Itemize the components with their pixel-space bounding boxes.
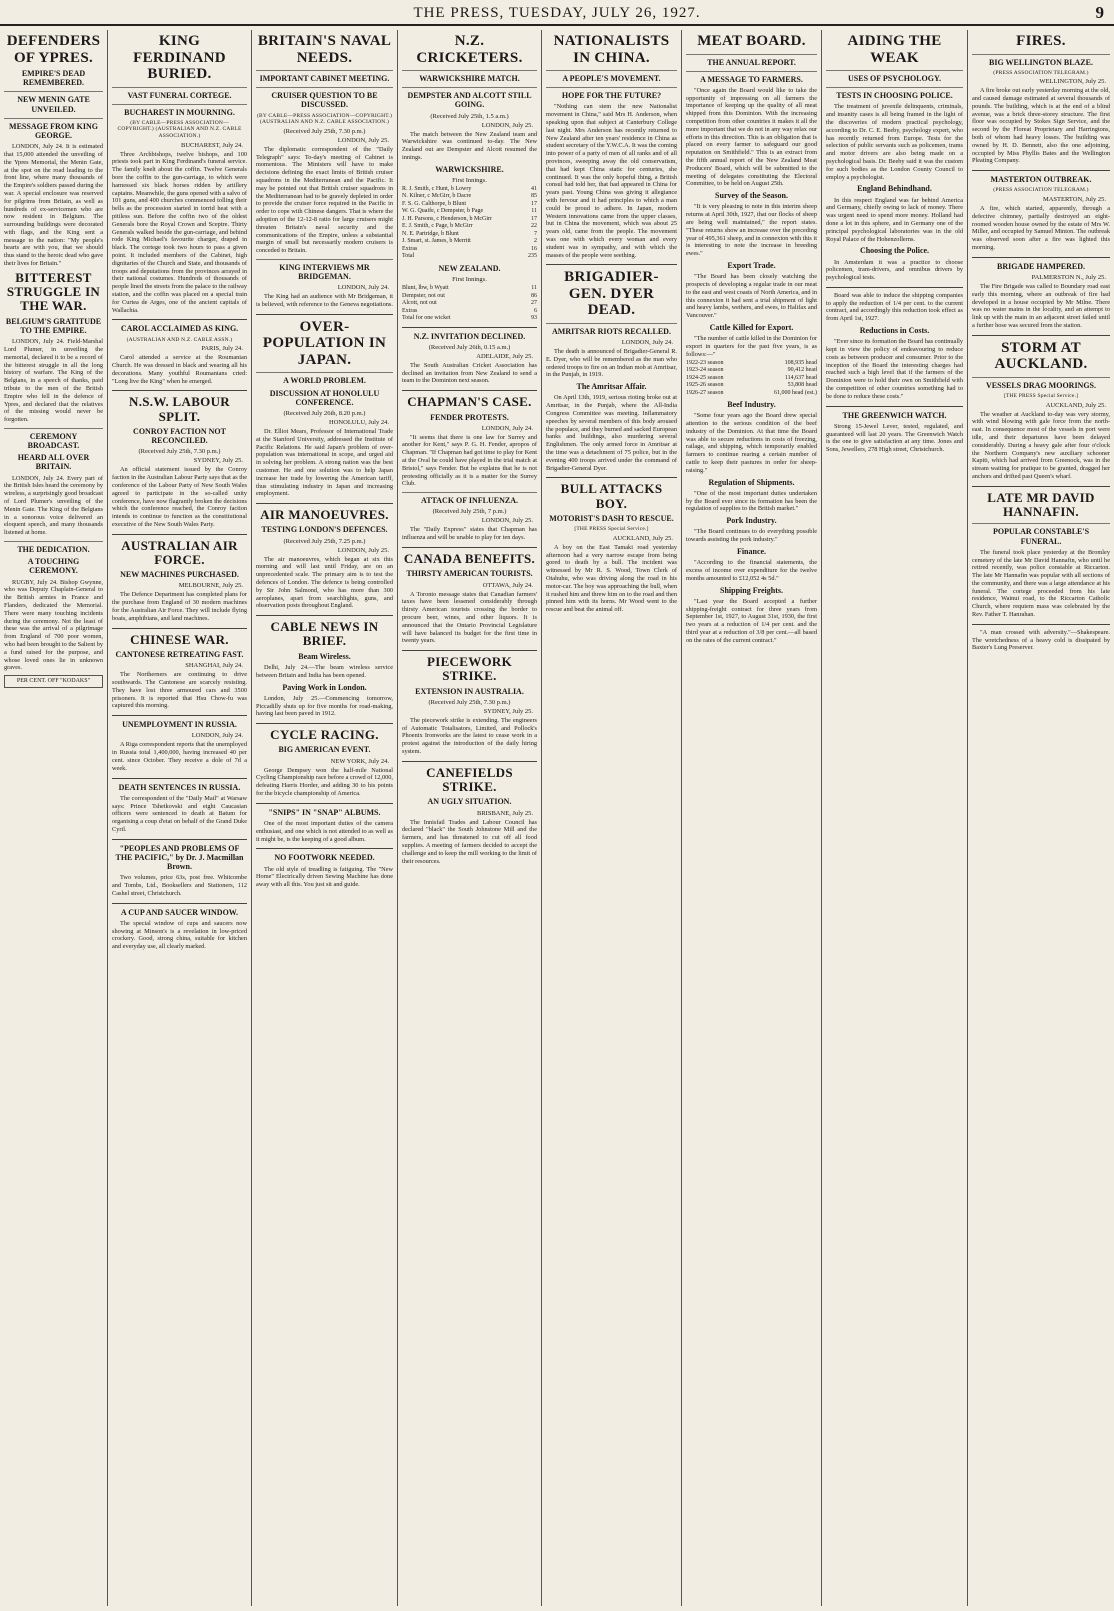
- article-piecework: [402, 655, 537, 762]
- article-subhead: DISCUSSION AT HONOLULU CONFERENCE.: [269, 388, 380, 407]
- scorecard-title: WARWICKSHIRE.: [435, 164, 504, 174]
- article-body: Carol attended a service at the Roumanian Church. He was dressed in black and wearing all his decorations. Many youthful Roumanians cried: "Long live the King" when he emerged.: [112, 354, 247, 385]
- article-brigade-hampered: [972, 262, 1110, 336]
- article-subhead: THE ANNUAL REPORT.: [686, 54, 817, 67]
- article-chapman: [402, 395, 537, 548]
- article-chinese-war: [112, 633, 247, 716]
- column-6: [822, 30, 968, 1606]
- article-over-population: [256, 319, 393, 504]
- article-subhead: Survey of the Season.: [715, 191, 788, 201]
- article-bull-attacks: [546, 482, 677, 619]
- dateline: MASTERTON, July 25.: [1042, 196, 1106, 204]
- table-row: 1926-27 season 61,000 head (est.): [686, 389, 817, 396]
- table-row: 1925-26 season 53,808 head: [686, 382, 817, 389]
- advertisement-heading: THE GREENWICH WATCH.: [842, 410, 947, 420]
- dateline: LONDON, July 25.: [481, 121, 533, 129]
- dateline: LONDON, July 24.: [621, 339, 673, 346]
- article-carol: [112, 324, 247, 391]
- credit-line: (AUSTRALIAN AND N.Z. CABLE ASSN.): [126, 336, 233, 343]
- credit-line: [THE PRESS Special Service.]: [574, 526, 649, 533]
- article-body: "It is very pleasing to note in this interim sheep returns at April 30th, 1927, that our flocks of sheep are being well maintained," the report states. "These returns show an increase over the preceding year of 495,361 sheep, and in connexion with this it is interesting to note the increase in breeding ewes.": [686, 203, 817, 258]
- article-hannafin: [972, 491, 1110, 625]
- article-subhead: WARWICKSHIRE MATCH.: [402, 70, 537, 83]
- advertisement-body: The special window of cups and saucers now showing at Minson's is a revelation in low-priced crockery. Good, strong china, suitable for kitchen and everyday use, all clearly marked.: [112, 919, 247, 951]
- dateline: OTTAWA, July 24.: [482, 581, 533, 589]
- dateline: SHANGHAI, July 24.: [185, 662, 243, 670]
- column-5: [682, 30, 822, 1606]
- advertisement-heading: A CUP AND SAUCER WINDOW.: [120, 907, 239, 917]
- article-body: The King had an audience with Mr Bridgeman, it is believed, with reference to the Geneva negotiations.: [256, 293, 393, 309]
- article-body: The "Daily Express" states that Chapman has influenza and will be unable to play for ten days.: [402, 526, 537, 542]
- article-subhead: DEMPSTER AND ALCOTT STILL GOING.: [402, 87, 537, 109]
- advertisement-body: Two volumes, price 63s, post free. Whitcombe and Tombs, Ltd., Booksellers and Stationers, 112 Cashel street, Christchurch.: [112, 874, 247, 897]
- article-body: The match between the New Zealand team and Warwickshire was continued to-day. The New Zealand out are Dempster and Alcott resumed the innings.: [402, 130, 537, 161]
- article-masterton: [972, 175, 1110, 258]
- article-body: The funeral took place yesterday at the Bromley cemetery of the late Mr David Hannafin, who until he retired recently, was police constable at Riccarton. The late Mr Hannafin was popular with all sections of the community, and there was a large attendance at his funeral. The cortege proceeded from his late residence, Wainui road, to the Riccarton Catholic Church, where requiem mass was celebrated by the Rev. Father T. Hanrahan.: [972, 548, 1110, 619]
- dateline: WELLINGTON, July 25.: [1039, 78, 1106, 86]
- article-storm-auckland: [972, 340, 1110, 487]
- article-subhead: NEW MACHINES PURCHASED.: [120, 570, 239, 580]
- article-subhead: HEARD ALL OVER BRITAIN.: [17, 453, 90, 472]
- article-headline: DEFENDERS OF YPRES.: [6, 33, 101, 66]
- article-body: An official statement issued by the Conroy faction in the Australian Labour Party says that as the conference of the Labour Party of New South Wales agreed to participate in the so-called unity conference, have now flagrantly broken the decisions which the conference reached, the Conroy faction intends to continue to function as the constitutional executive of the New South Wales Party.: [112, 466, 247, 528]
- advertisement-greenwich-watch: [826, 411, 963, 459]
- dateline: LONDON, July 24.: [337, 284, 389, 292]
- score-row: Dempster, not out 86: [402, 292, 537, 299]
- article-nationalists-china: [546, 33, 677, 265]
- article-body: The treatment of juvenile delinquents, criminals, and insanity cases is all being framed in the light of the discoveries of modern practical psychology, according to Dr. C. E. Beeby, psychology expert, who has recently returned from Europe. Tests for the selection of public servants such as policemen, trams and motor drivers are also being made on a psychological basis. Dr. Beeby said it was the custom for such bodies as the London County Council to employ a psychologist.: [826, 103, 963, 181]
- article-subhead: CONROY FACTION NOT RECONCILED.: [133, 426, 226, 446]
- article-subhead: Beam Wireless.: [298, 651, 351, 661]
- article-aiding-weak: [826, 33, 963, 288]
- article-subhead: A MESSAGE TO FARMERS.: [686, 71, 817, 84]
- article-body: A Toronto message states that Canadian farmers' taxes have been lessened considerably through thirsty American tourists crossing the border to procure beer, wines, and other liquors. It is announced that the Ontario Provincial Legislature will have balanced its budget for the first time in twenty years.: [402, 590, 537, 645]
- article-headline: AIR MANOEUVRES.: [260, 507, 389, 523]
- credit-line: (BY CABLE—PRESS ASSOCIATION—COPYRIGHT.) (AUSTRALIAN AND N.Z. CABLE ASSOCIATION.): [117, 119, 242, 140]
- article-subhead: CRUISER QUESTION TO BE DISCUSSED.: [256, 87, 393, 109]
- article-body: The Defence Department has completed plans for the purchase from England of 30 modern machines for the Australian Air Force. They will include flying boats, amphibians, and land machines.: [112, 591, 247, 622]
- cattle-table: [686, 360, 817, 398]
- score-row: R. J. Smith, c Hunt, b Lowry 41: [402, 185, 537, 192]
- score-row: Blunt, lbw, b Wyatt 11: [402, 285, 537, 292]
- article-subhead: AMRITSAR RIOTS RECALLED.: [546, 323, 677, 336]
- score-row: J. Smart, st. James, b Merritt 2: [402, 238, 537, 245]
- dateline: PARIS, July 24.: [201, 345, 243, 353]
- article-ypres: [4, 33, 103, 695]
- article-body: The diplomatic correspondent of the "Daily Telegraph" says: To-day's meeting of Cabinet is momentous. The Ministers will have to make decisions defining the exact limits of British cruiser squadrons in the Mediterranean and the Pacific. It may be pointed out that British cruiser squadrons in the Mediterranean had to be gravely depleted in order to provide the cruiser force required in the Pacific in order to cope with Chinese dangers. That is where the adoption of the 12-12-8 ratio for large cruisers might threaten Britain's naval security and the communications of the Empire, unless a substantial margin of small but necessarily modern cruisers is conceded to Britain.: [256, 145, 393, 255]
- article-subhead: A TOUCHING CEREMONY.: [27, 557, 80, 576]
- article-body: A boy on the East Tamaki road yesterday afternoon had a very narrow escape from being gored to death by a bull. The incident was witnessed by Mr R. S. Wood, Town Clerk of Otahuhu, who was driving along the road in his motor-car. The boy was approaching the bull, when it rushed him and threw him on to the road and then pinned him with its horns. Mr Wood went to the rescue and beat the animal off.: [546, 543, 677, 614]
- article-body: A Riga correspondent reports that the unemployed in Russia total 1,400,000, having increased 40 per cent. since October. They receive a dole of 7d a week.: [112, 741, 247, 772]
- dateline: LONDON, July 25.: [337, 136, 389, 144]
- article-subhead: BUCHAREST IN MOURNING.: [112, 104, 247, 117]
- dateline: AUCKLAND, July 25.: [612, 534, 673, 542]
- article-headline: BRITAIN'S NAVAL NEEDS.: [257, 33, 392, 66]
- article-subhead: Export Trade.: [727, 261, 776, 270]
- received-line: (Received July 25th, 7.30 p.m.): [138, 448, 221, 456]
- article-body: LONDON, July 24. It is estimated that 15,000 attended the unveiling of the Ypres Memorial, the Menin Gate, at the spot on the road leading to the front line, where many thousands of the Empire's soldiers passed during the war. A special enclosure was reserved for pilgrims from Britain, as well as hundreds of ex-servicemen who are now resident in Belgium. The surrounding buildings were decorated with flags, and the King sent a message to the nation: "My people's hearts are with you, that we should thus stand to the heroic dead who gave their lives for Britain.": [4, 143, 103, 268]
- article-subhead: TESTING LONDON'S DEFENCES.: [261, 525, 388, 535]
- article-subhead: BELGIUM'S GRATITUDE TO THE EMPIRE.: [5, 316, 102, 335]
- credit-line: (BY CABLE—PRESS ASSOCIATION—COPYRIGHT.) (AUSTRALIAN AND N.Z. CABLE ASSOCIATION.): [256, 112, 393, 126]
- article-body: The Northerners are continuing to drive southwards. The Cantonese are scarcely resisting. They have lost three armoured cars and 3500 prisoners. It is reported that Hsu Chow-fu was captured this morning.: [112, 671, 247, 710]
- column-4: [542, 30, 682, 1606]
- article-body: The South Australian Cricket Association has declined an invitation from New Zealand to send a team to the Dominion next season.: [402, 361, 537, 385]
- article-headline: AUSTRALIAN AIR FORCE.: [121, 537, 238, 567]
- article-body: Dr. Elliot Mears, Professor of International Trade at the Stanford University, addressed the Institute of Pacific Relations. He said Japan's problem of over-population was international in scope, and urged aid in solving her problem. A strong nation was the best customer. He and one solution was to help Japan increase her trade by lowering the American tariff, thus stimulating industry in Japan and increasing employment.: [256, 427, 393, 498]
- article-headline: BITTEREST STRUGGLE IN THE WAR.: [6, 269, 101, 314]
- article-headline: N.S.W. LABOUR SPLIT.: [129, 394, 230, 424]
- article-body: A fire broke out early yesterday morning at the old, and caused damage estimated at several thousands of pounds. The building, which is at the end of a blind avenue, was a brick three-storey structure. The first floor was occupied by Stokes Sign Service, and the second by the Floreat Proprietary and Harringtons, both of whom had heavy losses. The building was owned by H. D. Bennett, also the one adjoining, occupied by Miss Phyllis Bates and the Wellington Pleating Company.: [972, 87, 1110, 165]
- advertisement-cup-saucer: [112, 908, 247, 956]
- article-body: "Some four years ago the Board drew special attention to the serious condition of the beef industry of the Dominion. At that time the Board was able to secure reductions in costs of freezing, railage, and shipping, which temporarily enabled farmers to continue rearing a certain number of cattle to keep their pastures in order for sheep-raising.": [686, 412, 817, 474]
- score-row: E. J. Smith, c Page, b McGirr 22: [402, 223, 537, 230]
- article-subhead: ATTACK OF INFLUENZA.: [402, 492, 537, 505]
- article-subhead: Paving Work in London.: [282, 682, 367, 692]
- dateline: PALMERSTON N., July 25.: [1031, 274, 1106, 281]
- article-body: The Innisfail Trades and Labour Council has declared "black" the South Johnstone Mill and the farmers, and has threatened to cut off all food supplies. A meeting of farmers decided to accept the challenge and to keep the mill working to the limit of their resources.: [402, 818, 537, 865]
- column-0: [0, 30, 108, 1606]
- article-naval-needs: [256, 33, 393, 315]
- dateline: LONDON, July 24.: [191, 732, 243, 740]
- article-subhead: FENDER PROTESTS.: [430, 412, 509, 422]
- article-subhead: Pork Industry.: [726, 516, 777, 526]
- article-subhead: POPULAR CONSTABLE'S FUNERAL.: [972, 523, 1110, 545]
- scorecard-subtitle: First Innings.: [452, 276, 487, 284]
- article-body: RUGBY, July 24. Bishop Gwynne, who was Deputy Chaplain-General to the British armies in France and Flanders, dedicated the Memorial. There were many touching incidents during the ceremony. Not the least of these was the arrival of a pilgrimage from England of 700 poor women, who had been brought to the Salient by a fund raised for the purpose, and whose loved ones lie in unknown graves.: [4, 578, 103, 672]
- advertisement-body: One of the most important duties of the camera enthusiast, and one which is not attended to as well as it might be, is the keeping of a good album.: [256, 819, 393, 843]
- article-body: "Last year the Board accepted a further shipping-freight contract for three years from September 1st, 1927, to August 31st, 1930, the first two years at a reduction of 1/4 per cent. and the third year at a reduction of 3/8 per cent.—all based on the rates of the current contract.": [686, 597, 817, 644]
- article-subhead: Reductions in Costs.: [859, 326, 930, 336]
- score-row: F. S. G. Calthorpe, b Blunt 17: [402, 200, 537, 207]
- article-death-sentences: [112, 783, 247, 840]
- article-subhead: MOTORIST'S DASH TO RESCUE.: [549, 513, 674, 523]
- advertisement-snips: [256, 808, 393, 850]
- dateline: LONDON, July 25.: [337, 546, 389, 554]
- article-headline: MEAT BOARD.: [697, 33, 806, 49]
- article-subhead: EMPIRE'S DEAD REMEMBERED.: [21, 69, 86, 88]
- article-body: "The Board has been closely watching the prospects of developing a regular trade in our meat to the east and west coasts of North America, and in this connexion it had sent a trial shipment of light and heavy lambs, wethers, and ewes, to Halifax and Vancouver.": [686, 273, 817, 320]
- dateline: SYDNEY, July 25.: [193, 457, 243, 465]
- article-subhead: UNEMPLOYMENT IN RUSSIA.: [122, 720, 237, 730]
- advertisement-lung-preserver: [972, 629, 1110, 657]
- dateline: ADELAIDE, July 25.: [476, 352, 533, 360]
- advertisement-heading: "PEOPLES AND PROBLEMS OF THE PACIFIC," by Dr. J. Macmillan Brown.: [115, 843, 244, 872]
- article-headline: BRIGADIER-GEN. DYER DEAD.: [564, 269, 659, 319]
- article-body: London, July 25.—Commencing tomorrow, Piccadilly shuts up for five months for road-making, having last been paved in 1912.: [256, 694, 393, 718]
- article-body: A fire, which started, apparently, through a defective chimney, partially destroyed an eight-roomed wooden house owned by the estate of Mrs W. Miller, and occupied by Samuel Minton. The outbreak was observed soon after a fire was lighted this morning.: [972, 205, 1110, 252]
- article-subhead: EXTENSION IN AUSTRALIA.: [415, 686, 524, 696]
- page-number: 9: [1095, 3, 1104, 22]
- score-row: N. Kilner, c McGirr, b Dacre 85: [402, 193, 537, 200]
- article-nz-invitation: [402, 332, 537, 392]
- advertisement-sewing: [256, 853, 393, 894]
- article-subhead: USES OF PSYCHOLOGY.: [826, 70, 963, 83]
- received-line: (Received July 26th, 8.20 p.m.): [283, 409, 366, 417]
- article-body: The correspondent of the "Daily Mail" at Warsaw says: Prince Tshetkovski and eight Caucasian officers were sentenced to death at Batum for organising a coup d'etat on behalf of the Grand Duke Cyril.: [112, 794, 247, 833]
- article-meat-board-continued: [826, 292, 963, 407]
- article-canada: [402, 552, 537, 651]
- article-subhead: NEW MENIN GATE UNVEILED.: [4, 91, 103, 113]
- dateline: BUCHAREST, July 24.: [181, 141, 243, 149]
- received-line: (Received July 25th, 7.30 p.m.): [428, 698, 511, 706]
- received-line: (Received July 25th, 1.5 a.m.): [430, 112, 509, 120]
- article-headline: CABLE NEWS IN BRIEF.: [270, 619, 379, 649]
- article-headline: OVER-POPULATION IN JAPAN.: [262, 318, 387, 368]
- article-body: "According to the financial statements, the excess of income over expenditure for the twelve months amounted to £12,052 4s 5d.": [686, 559, 817, 582]
- article-body: LONDON, July 24. Field-Marshal Lord Plumer, in unveiling the memorial, declared it to be a record of the bitterest struggle in all the long history of warfare. The King of the Belgians, in a speech of thanks, paid tribute to the men of the British Empire who fell in the defence of Ypres, and declared that the relatives of the missing would never be forgotten.: [4, 338, 103, 424]
- article-subhead: CEREMONY BROADCAST.: [4, 428, 103, 450]
- column-1: [108, 30, 252, 1606]
- article-body: The piecework strike is extending. The engineers of Automatic Totalisators, Limited, and Pollock's Phoenix Ironworks are the latest to cease work in a protest against the introduction of the daily hiring system.: [402, 716, 537, 756]
- article-body: "Once again the Board would like to take the opportunity of impressing on all farmers the importance of keeping up the quality of all meat shipped from this Dominion. With the increasing competition from other countries it makes it all the more important that we do not in any way relax our efforts in this direction. This is an obligation that is placed on every farmer to safeguard our good reputation on Smithfield." This is an extract from the fifth annual report of the New Zealand Meat Producers' Board, which will be submitted to the meeting of delegates constituting the Electoral Committee, to be held on August 25th.: [686, 86, 817, 188]
- article-headline: BULL ATTACKS BOY.: [560, 481, 663, 511]
- article-subhead: BIG AMERICAN EVENT.: [278, 745, 371, 755]
- masthead: [0, 0, 1114, 26]
- score-row: J. H. Parsons, c Henderson, b McGirr 17: [402, 215, 537, 222]
- credit-line: (PRESS ASSOCIATION TELEGRAM.): [993, 187, 1089, 194]
- article-headline: CHAPMAN'S CASE.: [407, 394, 532, 410]
- dateline: LONDON, July 24.: [481, 424, 533, 432]
- score-row: N. E. Partridge, b Blunt 7: [402, 230, 537, 237]
- article-dyer-dead: [546, 269, 677, 478]
- article-nz-cricketers: [402, 33, 537, 328]
- dateline: AUCKLAND, July 25.: [1045, 401, 1106, 409]
- article-subhead: MESSAGE FROM KING GEORGE.: [4, 118, 103, 140]
- dateline: BRISBANE, July 25.: [477, 809, 533, 817]
- article-body: In Amsterdam it was a practice to choose policemen, tram-drivers, and omnibus drivers by psychological tests.: [826, 258, 963, 282]
- scorecard-new-zealand: [402, 285, 537, 323]
- table-row: 1923-24 season 90,412 head: [686, 367, 817, 374]
- score-row: Alcott, not out 27: [402, 300, 537, 307]
- advertisement-body: Strong 15-Jewel Lever, tested, regulated, and guaranteed will last 20 years. The Greenwich Watch is the one to give satisfaction at any time. Jones and Sons, Jewellers, 278 High street, Christchurch.: [826, 422, 963, 454]
- article-headline: CANEFIELDS STRIKE.: [426, 764, 513, 795]
- article-subhead: Cattle Killed for Export.: [709, 322, 794, 332]
- article-headline: STORM AT AUCKLAND.: [994, 339, 1088, 373]
- article-body: The weather at Auckland to-day was very stormy, with wind blowing with gale force from the north-east. In consequence most of the vessels in port were idle, and their departures have been delayed considerably. During a heavy gale after four o'clock the Northern Company's new auxiliary schooner Kapiti, which had arrived from Greenock, was in the stream waiting for pratique to be granted, dragged her anchors and drifted past Queen's wharf.: [972, 410, 1110, 480]
- column-7: [968, 30, 1114, 1606]
- article-subhead: AN UGLY SITUATION.: [427, 797, 512, 807]
- article-body: "Ever since its formation the Board has continually kept in view the policy of endeavouring to reduce costs as between producer and consumer. Prior to the inception of the Board the interesting charges had reached such a high level that if the farmers of the Dominion were to hold their own on Smithfield with the competition of other countries something had to be done to reduce these costs.": [826, 338, 964, 400]
- article-body: Delhi, July 24.—The beam wireless service between Britain and India has been opened.: [256, 663, 393, 679]
- scorecard-subtitle: First Innings.: [452, 176, 487, 184]
- received-line: (Received July 25th, 7.25 p.m.): [283, 537, 366, 545]
- newspaper-title: THE PRESS, TUESDAY, JULY 26, 1927.: [413, 5, 701, 21]
- credit-line: (PRESS ASSOCIATION TELEGRAM.): [993, 69, 1089, 76]
- article-headline: KING FERDINAND BURIED.: [133, 33, 226, 82]
- columns: [0, 30, 1114, 1606]
- dateline: MELBOURNE, July 25.: [178, 582, 243, 590]
- dateline: NEW YORK, July 24.: [330, 757, 389, 765]
- table-row: 1922-23 season 108,935 head: [686, 359, 817, 366]
- scorecard-title: NEW ZEALAND.: [438, 263, 501, 273]
- article-body: In this respect England was far behind America and Germany, chiefly owing to lack of money. There was urgent need to spend more money. Holland had done a lot in this sphere, and in Germany one of the principal psychological laboratories was in the old Royal Palace of the Hohenzollerns.: [826, 196, 963, 243]
- article-subhead: DEATH SENTENCES IN RUSSIA.: [118, 782, 241, 792]
- advertisement: PER CENT. OFF "KODAKS": [4, 675, 103, 688]
- article-meat-board: [686, 33, 817, 650]
- article-subhead: VAST FUNERAL CORTEGE.: [112, 87, 247, 100]
- article-cable-news: [256, 620, 393, 724]
- article-body: "Nothing can stem the new Nationalist movement in China," said Mrs H. Anderson, when speaking upon that subject at Canterbury College last night. Mrs Anderson has recently returned to New Zealand after ten years' residence in China as student secretary of the Y.W.C.A. It was the coming into power of a party of men of all ranks and of all provinces, sweeping away the old conservatism, that had kept China static for centuries, she continued. It was the only hopeful thing, a British consul had told her, that had appeared in China for years past. Young China was giving it allegiance with fervour and it had principles to which a man could be proud to adhere. In Japan, modern Western innovations came from the upper classes, but in China the movement, which was about 25 years old, came from the people. The movement was one with which every woman and every student was in sympathy, and with which the masses of the people were seething.: [546, 103, 677, 259]
- article-body: The Fire Brigade was called to Boundary road east early this morning, where an outbreak of fire had developed in a house occupied by Mr Milne. There was no water mains in the locality, and an attempt to link up with the main in an adjacent street failed until a further hose was secured from the station.: [972, 283, 1110, 329]
- article-subhead: VESSELS DRAG MOORINGS.: [972, 377, 1110, 390]
- article-subhead: KING INTERVIEWS MR BRIDGEMAN.: [256, 259, 393, 281]
- article-body: The death is announced of Brigadier-General R. E. Dyer, who will be remembered as the man who ordered troops to fire on an Indian mob at Amritsar, in the Punjab, in 1919.: [546, 348, 677, 379]
- article-nsw-labour: [112, 395, 247, 534]
- advertisement-peoples-pacific: [112, 844, 247, 904]
- article-body: LONDON, July 24. Every part of the British Isles heard the ceremony by wireless, a surprisingly good broadcast of Lord Plumer's unveiling of the Menin Gate. The King of the Belgians in a sonorous voice delivered an eloquent speech, and many thousands listened at home.: [4, 474, 103, 537]
- score-row: W. G. Quaife, c Dempster, b Page 11: [402, 208, 537, 215]
- article-subhead: CANTONESE RETREATING FAST.: [115, 649, 244, 659]
- article-subhead: HOPE FOR THE FUTURE?: [546, 87, 677, 100]
- article-king-ferdinand: [112, 33, 247, 320]
- article-subhead: MASTERTON OUTBREAK.: [990, 175, 1092, 185]
- scorecard-warwickshire: [402, 186, 537, 261]
- article-headline: CANADA BENEFITS.: [403, 551, 536, 567]
- article-subhead: THE DEDICATION.: [4, 541, 103, 554]
- article-subhead: Choosing the Police.: [859, 246, 930, 256]
- article-body: Three Archbishops, twelve bishops, and 100 priests took part in King Ferdinand's funeral service. The family knelt about the coffin. Twelve Generals bore the coffin to the gun-carriage, to which were harnessed six black horses ridden by artillery captains. Meanwhile, the guns opened with a salvo of 101 guns, and 400 churches commenced tolling their bells as the procession started in torrid heat with a pitiless sun. Before the coffin two of the oldest Generals bore the Royal Crown and Sceptre. Thirty Generals walked beside the gun-carriage, and behind rode King Michael's favourite charger, draped in black. The cortege took two hours to pass a given point. It included members of the Cabinet, high dignitaries of the Church and State, and thousands of troops and deputations from the provinces arrayed in their national costumes. Hundreds of thousands of people lined the streets from the palace to the railway station, and the coffin was placed on a special train for Curtea de Arges, one of the ancient capitals of Wallachia.: [112, 150, 247, 314]
- article-body: On April 13th, 1919, serious rioting broke out at Amritsar, in the Punjab, where the All-India Congress Committee was meeting. Inflammatory speeches by several members of this body aroused the populace, and they burned and sacked European banks and buildings, also murdering several Englishmen. The only armed force in Amritsar at the time was a detachment of 75 police, but in the evening 400 troops arrived under the command of Brigadier-General Dyer.: [546, 394, 677, 472]
- article-subhead: CAROL ACCLAIMED AS KING.: [120, 324, 239, 334]
- article-headline: AIDING THE WEAK: [847, 33, 942, 66]
- article-subhead: England Behindhand.: [857, 184, 932, 194]
- received-line: (Received July 26th, 0.15 a.m.): [428, 343, 511, 351]
- article-body: Board was able to induce the shipping companies to apply the reduction of 1/4 per cent. to the current contract, and accordingly this reduction took effect as from April 1st, 1927.: [826, 291, 963, 323]
- advertisement-heading: "SNIPS" IN "SNAP" ALBUMS.: [268, 807, 381, 817]
- received-line: (Received July 25th, 7.30 p.m.): [283, 127, 366, 135]
- article-body: The air manoeuvres, which began at six this morning and will last until Friday, are on an unprecedented scale. The primary aim is to test the defences of London. The defence is being controlled by Sir John Salmond, who has more than 300 aeroplanes, apart from searchlights, guns, and observation posts throughout England.: [256, 555, 393, 610]
- article-headline: N.Z. CRICKETERS.: [416, 33, 523, 66]
- article-body: "The Board continues to do everything possible towards assisting the pork industry.": [686, 528, 817, 544]
- article-subhead: Beef Industry.: [727, 400, 776, 410]
- article-subhead: Finance.: [736, 546, 767, 556]
- advertisement-body: The old style of treadling is fatiguing. The "New Home" Electrically driven Sewing Machine has done away with all this. You just sit and guide.: [256, 865, 393, 889]
- article-headline: CYCLE RACING.: [270, 727, 379, 743]
- article-subhead: Regulation of Shipments.: [708, 477, 795, 487]
- article-subhead: THIRSTY AMERICAN TOURISTS.: [406, 569, 533, 579]
- article-air-manoeuvres: [256, 508, 393, 616]
- column-3: [398, 30, 542, 1606]
- credit-line: [THE PRESS Special Service.]: [1003, 392, 1079, 399]
- table-row: 1924-25 season 114,637 head: [686, 374, 817, 381]
- article-subhead: BIG WELLINGTON BLAZE.: [972, 54, 1110, 67]
- dateline: HONOLULU, July 24.: [329, 418, 389, 426]
- article-headline: NATIONALISTS IN CHINA.: [553, 33, 670, 66]
- article-subhead: Shipping Freights.: [720, 585, 783, 595]
- advertisement-body: "A man crossed with adversity."—Shakespeare. The wretchedness of a heavy cold is dissipated by Baxter's Lung Preserver.: [972, 628, 1110, 652]
- received-line: (Received July 25th, 7 p.m.): [432, 508, 507, 516]
- article-subhead: BRIGADE HAMPERED.: [996, 261, 1085, 271]
- article-air-force: [112, 539, 247, 629]
- score-row: Total for one wicket 93: [402, 315, 537, 322]
- article-headline: FIRES.: [1016, 33, 1066, 49]
- column-2: [252, 30, 398, 1606]
- article-subhead: N.Z. INVITATION DECLINED.: [413, 331, 526, 341]
- article-subhead: A WORLD PROBLEM.: [256, 372, 393, 385]
- article-fires: [972, 33, 1110, 171]
- article-body: "The number of cattle killed in the Dominion for export in quarters for the past five years, is as follows:—": [686, 335, 817, 358]
- article-body: "It seems that there is one law for Surrey and another for Kent," says P. G. H. Fender, apropos of Chapman. "If Chapman had got time to play for Kent at the Oval he could have played in the trial match at Bristol," says Fender. But he explains that he is not protesting officially as it is a matter for the Surrey Club.: [402, 433, 537, 488]
- article-body: "One of the most important duties undertaken by the Board ever since its formation has been the regulation of supplies to the British market.": [686, 489, 817, 513]
- score-row: Total 235: [402, 253, 537, 260]
- article-subhead: TESTS IN CHOOSING POLICE.: [826, 87, 963, 100]
- article-subhead: The Amritsar Affair.: [576, 382, 647, 392]
- article-unemployment-russia: [112, 720, 247, 778]
- article-canefields: [402, 766, 537, 871]
- advertisement-heading: NO FOOTWORK NEEDED.: [274, 853, 375, 863]
- score-row: Extras 6: [402, 307, 537, 314]
- article-subhead: IMPORTANT CABINET MEETING.: [256, 70, 393, 83]
- dateline: SYDNEY, July 25.: [483, 707, 533, 715]
- article-headline: PIECEWORK STRIKE.: [426, 654, 513, 684]
- article-headline: LATE MR DAVID HANNAFIN.: [987, 489, 1095, 520]
- dateline: LONDON, July 25.: [481, 517, 533, 525]
- score-row: Extras 16: [402, 245, 537, 252]
- article-body: George Dempsey won the half-mile National Cycling Championship race before a crowd of 12,000, defeating Harris Horder, and adding 30 to his points for the bicycle championship of America.: [256, 766, 393, 797]
- article-cycle-racing: [256, 728, 393, 804]
- article-subhead: A PEOPLE'S MOVEMENT.: [546, 70, 677, 83]
- article-headline: CHINESE WAR.: [130, 631, 229, 647]
